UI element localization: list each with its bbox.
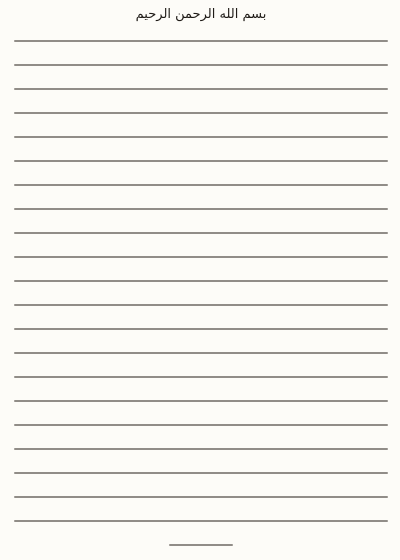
manuscript-line bbox=[14, 53, 388, 77]
manuscript-line bbox=[14, 197, 388, 221]
manuscript-line bbox=[14, 389, 388, 413]
manuscript-line bbox=[14, 293, 388, 317]
manuscript-line bbox=[14, 29, 388, 53]
manuscript-line bbox=[14, 221, 388, 245]
manuscript-line bbox=[14, 173, 388, 197]
manuscript-line bbox=[14, 101, 388, 125]
manuscript-line bbox=[14, 461, 388, 485]
manuscript-line bbox=[14, 269, 388, 293]
manuscript-line bbox=[14, 341, 388, 365]
manuscript-line bbox=[14, 413, 388, 437]
manuscript-line bbox=[14, 317, 388, 341]
manuscript-line bbox=[14, 245, 388, 269]
manuscript-line bbox=[14, 77, 388, 101]
manuscript-line bbox=[14, 149, 388, 173]
manuscript-line bbox=[14, 125, 388, 149]
basmala-heading: بسم الله الرحمن الرحيم bbox=[135, 7, 267, 22]
manuscript-line bbox=[14, 509, 388, 533]
manuscript-text-block bbox=[14, 6, 388, 557]
manuscript-line bbox=[14, 533, 388, 557]
manuscript-line bbox=[14, 485, 388, 509]
manuscript-line bbox=[14, 365, 388, 389]
manuscript-line bbox=[14, 437, 388, 461]
manuscript-lines bbox=[14, 29, 388, 557]
